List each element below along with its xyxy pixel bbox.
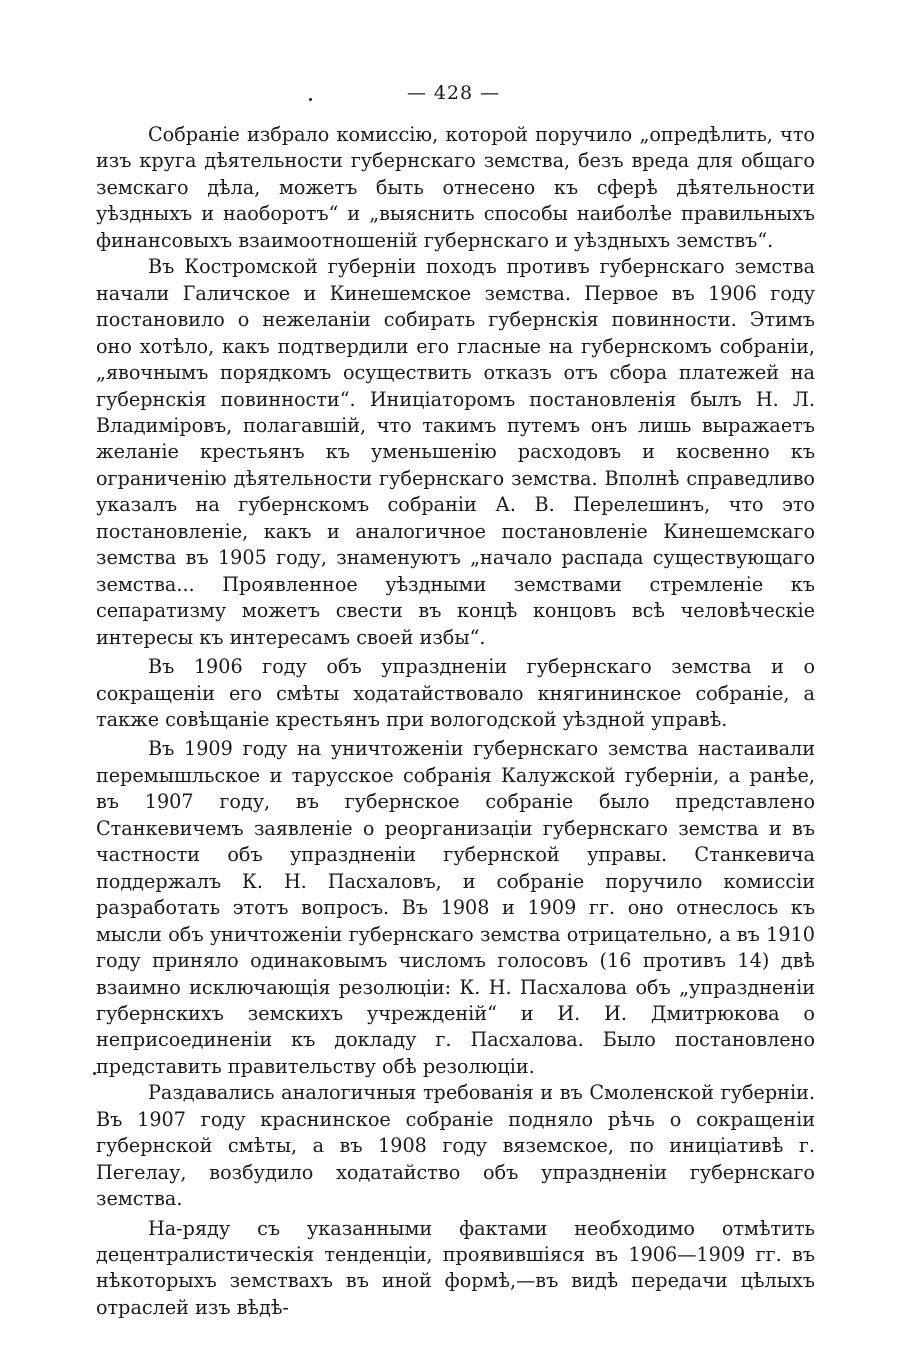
paragraph: Собраніе избрало комиссію, которой поручило „опредѣлить, что изъ круга дѣятельности губернскаго земства, безъ вреда для общаго земскаго дѣла, можетъ быть отнесено къ сферѣ дѣятельности уѣздныхъ и наоборотъ“ и „выяснить способы наиболѣе правильныхъ финансовыхъ взаимоотношеній губернскаго и уѣздныхъ земствъ“. (96, 123, 815, 252)
paragraph: Въ Костромской губерніи походъ противъ губернскаго земства начали Галичское и Кинешемское земства. Первое въ 1906 году постановило о нежеланіи собирать губернскія повинности. Этимъ оно хотѣло, какъ подтвердили его гласные на губернскомъ собраніи, „явочнымъ порядкомъ осуществить отказъ отъ сбора платежей на губернскія повинности“. Иниціаторомъ постановленія былъ Н. Л. Владиміровъ, полагавшій, что такимъ путемъ онъ лишь выражаетъ желаніе крестьянъ къ уменьшенію расходовъ и косвенно къ ограниченію дѣятельности губернскаго земства. Вполнѣ справедливо указалъ на губернскомъ собраніи А. В. Перелешинъ, что это постановленіе, какъ и аналогичное постановленіе Кинешемскаго земства въ 1905 году, знаменуютъ „начало распада существующаго земства... Проявленное уѣздными земствами стремленіе къ сепаратизму можетъ свести въ концѣ концовъ всѣ человѣческіе интересы къ интересамъ своей избы“. (96, 255, 815, 649)
body-text (96, 122, 815, 1321)
paragraph: На-ряду съ указанными фактами необходимо отмѣтить децентралистическія тенденціи, проявившіяся въ 1906—1909 гг. въ нѣкоторыхъ земствахъ въ иной формѣ,—въ видѣ передачи цѣлыхъ отраслей изъ вѣдѣ- (96, 1216, 815, 1319)
paragraph: Въ 1909 году на уничтоженіи губернскаго земства настаивали перемышльское и тарусское собранія Калужской губерніи, а ранѣе, въ 1907 году, въ губернское собраніе было представлено Станкевичемъ заявленіе о реорганизаціи губернскаго земства и въ частности объ упраздненіи губернской управы. Станкевича поддержалъ К. Н. Пасхаловъ, и собраніе поручило комиссіи разработать этотъ вопросъ. Въ 1908 и 1909 гг. оно отнеслось къ мысли объ уничтоженіи губернскаго земства отрицательно, а въ 1910 году приняло одинаковымъ числомъ голосовъ (16 противъ 14) двѣ взаимно исключающія резолюціи: К. Н. Пасхалова объ „упраздненіи губернскихъ земскихъ учрежденій“ и И. И. Дмитрюкова о неприсоединеніи къ докладу г. Пасхалова. Было постановлено представить правительству обѣ резолюціи. (96, 737, 815, 1078)
paragraph: Въ 1906 году объ упраздненіи губернскаго земства и о сокращеніи его смѣты ходатайствовало княгининское собраніе, а также совѣщаніе крестьянъ при вологодской уѣздной управѣ. (96, 655, 815, 731)
page-number: — 428 — (406, 82, 501, 104)
print-speck (309, 98, 312, 101)
paragraph: Раздавались аналогичныя требованія и въ Смоленской губерніи. Въ 1907 году краснинское собраніе подняло рѣчь о сокращеніи губернской смѣты, а въ 1908 году вяземское, по иниціативѣ г. Пегелау, возбудило ходатайство объ упраздненіи губернскаго земства. (96, 1081, 815, 1211)
